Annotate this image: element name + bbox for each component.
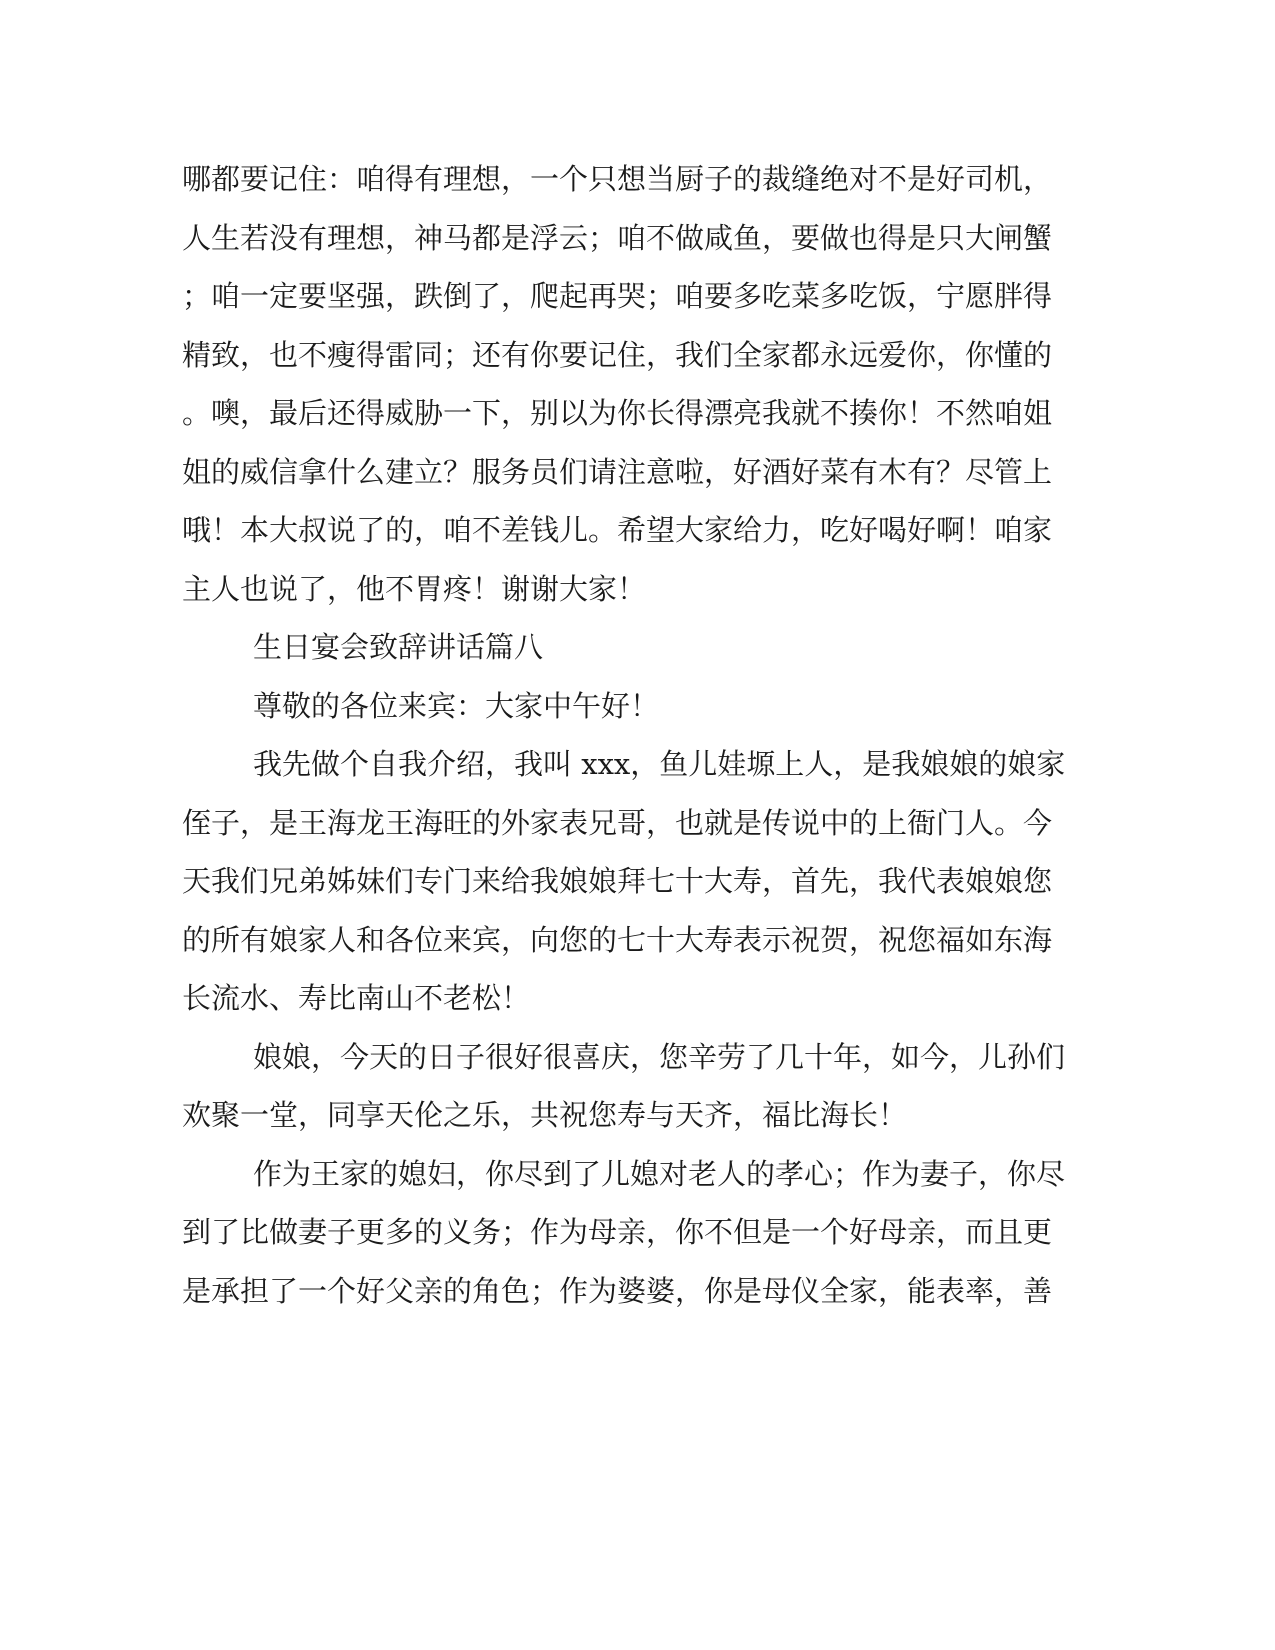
- text-line: 生日宴会致辞讲话篇八: [253, 630, 544, 664]
- text-line: ；咱一定要坚强，跌倒了，爬起再哭；咱要多吃菜多吃饭，宁愿胖得: [182, 279, 1053, 313]
- text-line: 我先做个自我介绍，我叫 xxx，鱼儿娃塬上人，是我娘娘的娘家: [253, 747, 1066, 781]
- text-line: 长流水、寿比南山不老松！: [182, 981, 531, 1015]
- text-line: 人生若没有理想，神马都是浮云；咱不做咸鱼，要做也得是只大闸蟹: [182, 220, 1053, 255]
- text-line: 到了比做妻子更多的义务；作为母亲，你不但是一个好母亲，而且更: [182, 1215, 1053, 1249]
- text-line: 天我们兄弟姊妹们专门来给我娘娘拜七十大寿，首先，我代表娘娘您: [182, 864, 1053, 898]
- text-line: 哪都要记住：咱得有理想，一个只想当厨子的裁缝绝对不是好司机，: [182, 162, 1053, 196]
- text-line: 的所有娘家人和各位来宾，向您的七十大寿表示祝贺，祝您福如东海: [182, 922, 1053, 957]
- text-line: 精致，也不瘦得雷同；还有你要记住，我们全家都永远爱你，你懂的: [182, 337, 1053, 372]
- text-line: 侄子，是王海龙王海旺的外家表兄哥，也就是传说中的上衙门人。今: [182, 805, 1053, 840]
- text-line: 作为王家的媳妇，你尽到了儿媳对老人的孝心；作为妻子，你尽: [253, 1156, 1066, 1191]
- text-line: 尊敬的各位来宾：大家中午好！: [253, 688, 660, 723]
- text-line: 。噢，最后还得威胁一下，别以为你长得漂亮我就不揍你！不然咱姐: [182, 396, 1053, 430]
- text-line: 姐的威信拿什么建立？服务员们请注意啦，好酒好菜有木有？尽管上: [182, 454, 1053, 489]
- text-line: 娘娘，今天的日子很好很喜庆，您辛劳了几十年，如今，儿孙们: [253, 1039, 1066, 1074]
- text-line: 哦！本大叔说了的，咱不差钱儿。希望大家给力，吃好喝好啊！咱家: [182, 513, 1053, 547]
- text-line: 主人也说了，他不胃疼！谢谢大家！: [182, 571, 647, 606]
- document-body: [182, 150, 1066, 1320]
- text-line: 是承担了一个好父亲的角色；作为婆婆，你是母仪全家，能表率，善: [182, 1273, 1053, 1308]
- text-line: 欢聚一堂，同享天伦之乐，共祝您寿与天齐，福比海长！: [182, 1098, 908, 1132]
